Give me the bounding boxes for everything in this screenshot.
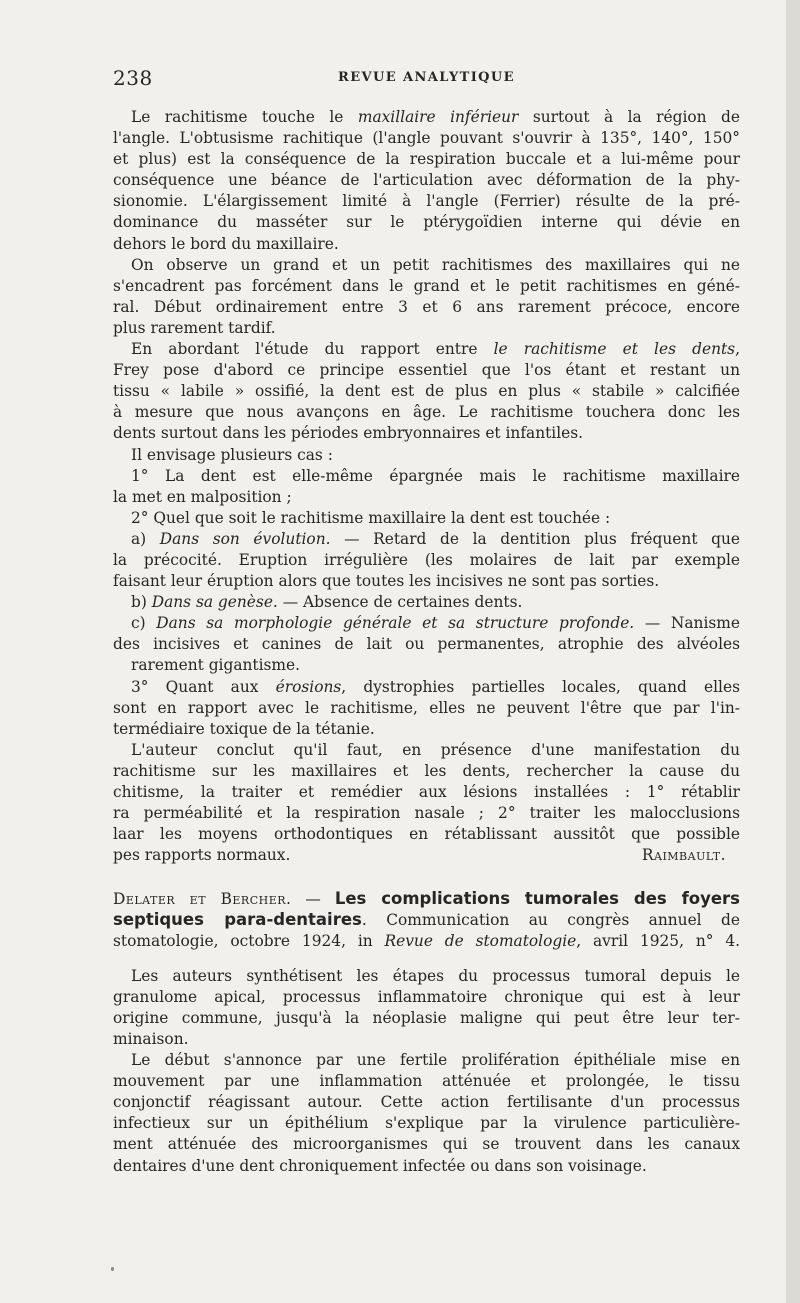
text-line: et plus) est la conséquence de la respiration buccale et a lui-même pour: [113, 150, 740, 169]
text-line: Le début s'annonce par une fertile prolifération épithéliale mise en: [131, 1051, 740, 1070]
text-line: à mesure que nous avançons en âge. Le rachitisme touchera donc les: [113, 403, 740, 422]
text-line: rachitisme sur les maxillaires et les dents, rechercher la cause du: [113, 761, 740, 780]
article-complications-body: [113, 966, 740, 1177]
text-line: conséquence une béance de l'articulation avec déformation de la phy-: [113, 171, 740, 190]
text-line: granulome apical, processus inflammatoire chronique qui est à leur: [113, 987, 740, 1006]
text-line: sont en rapport avec le rachitisme, elles ne peuvent l'être que par l'in-: [113, 698, 740, 717]
journal-name: Revue de stomatologie: [384, 931, 577, 950]
text-line: Frey pose d'abord ce principe essentiel que l'os étant et restant un: [113, 361, 740, 380]
text-line: Le rachitisme touche le maxillaire inférieur surtout à la région de: [131, 108, 740, 126]
text-line: la met en malposition ;: [113, 487, 292, 506]
citation-b: stomatologie, octobre 1924, in: [113, 931, 385, 950]
text-line: 1° La dent est elle-même épargnée mais le rachitisme maxillaire: [131, 466, 740, 485]
text-line: Les auteurs synthétisent les étapes du processus tumoral depuis le: [131, 966, 740, 985]
text-line: 2° Quel que soit le rachitisme maxillaire la dent est touchée :: [131, 508, 611, 527]
body-text: [113, 107, 740, 1177]
text-line: c) Dans sa morphologie générale et sa structure profonde. — Nanisme: [131, 614, 740, 633]
text-line: ment atténuée des microorganismes qui se trouvent dans les canaux: [113, 1135, 740, 1154]
text-line: infectieux sur un épithélium s'explique par la virulence particulière-: [113, 1114, 740, 1133]
text-line: conjonctif réagissant autour. Cette action fertilisante d'un processus: [113, 1093, 740, 1112]
text-line: plus rarement tardif.: [113, 318, 276, 337]
heading-line-1: [113, 888, 740, 909]
heading-line-3: [113, 931, 740, 952]
text-line: s'encadrent pas forcément dans le grand et le petit rachitismes en géné-: [113, 276, 740, 295]
text-line: faisant leur éruption alors que toutes les incisives ne sont pas sorties.: [113, 572, 660, 591]
text-line: On observe un grand et un petit rachitismes des maxillaires qui ne: [131, 255, 740, 274]
text-line: a) Dans son évolution. — Retard de la dentition plus fréquent que: [131, 529, 740, 548]
article-complications-heading: [113, 888, 740, 951]
text-line: minaison.: [113, 1029, 189, 1048]
text-line: tissu « labile » ossifié, la dent est de plus en plus « stabile » calcifiée: [113, 382, 740, 401]
scan-speck: [111, 1267, 114, 1271]
text-line: sionomie. L'élargissement limité à l'angle (Ferrier) résulte de la pré-: [113, 192, 740, 211]
article-title-cont: septiques para-dentaires: [113, 910, 362, 930]
authors: Delater et Bercher.: [113, 890, 292, 909]
text-line: En abordant l'étude du rapport entre le rachitisme et les dents,: [131, 340, 740, 359]
article-rachitisme: [113, 107, 740, 845]
text-line: rarement gigantisme.: [131, 656, 301, 675]
signature-line: [113, 845, 740, 866]
text-line: Il envisage plusieurs cas :: [131, 445, 333, 464]
text-line: 3° Quant aux érosions, dystrophies partielles locales, quand elles: [131, 677, 740, 696]
text-line: L'auteur conclut qu'il faut, en présence d'une manifestation du: [131, 740, 740, 759]
heading-dash: —: [291, 890, 335, 909]
text-line: des incisives et canines de lait ou permanentes, atrophie des alvéoles: [113, 635, 740, 654]
text-line: dentaires d'une dent chroniquement infectée ou dans son voisinage.: [113, 1156, 647, 1175]
signature: Raimbault.: [641, 846, 726, 865]
last-paragraph-line: pes rapports normaux.: [113, 846, 291, 865]
page-header: [113, 66, 740, 92]
text-line: ra perméabilité et la respiration nasale ; 2° traiter les malocclusions: [113, 804, 740, 823]
article-title: Les complications tumorales des foyers: [334, 889, 740, 909]
page-edge: [786, 0, 800, 1303]
text-line: dehors le bord du maxillaire.: [113, 234, 339, 253]
page-number: 238: [113, 66, 153, 90]
text-line: dominance du masséter sur le ptérygoïdien interne qui dévie en: [113, 213, 740, 232]
citation-c: , avril 1925, n° 4.: [576, 931, 740, 950]
citation-a: . Communication au congrès annuel de: [361, 911, 740, 930]
text-line: chitisme, la traiter et remédier aux lésions installées : 1° rétablir: [113, 783, 740, 801]
text-line: ral. Début ordinairement entre 3 et 6 ans rarement précoce, encore: [113, 297, 740, 316]
running-title: REVUE ANALYTIQUE: [338, 70, 515, 85]
text-line: b) Dans sa genèse. — Absence de certaines dents.: [131, 593, 523, 612]
text-line: la précocité. Eruption irrégulière (les molaires de lait par exemple: [113, 550, 740, 569]
text-line: l'angle. L'obtusisme rachitique (l'angle pouvant s'ouvrir à 135°, 140°, 150°: [113, 129, 740, 148]
text-line: termédiaire toxique de la tétanie.: [113, 719, 375, 738]
text-line: laar les moyens orthodontiques en rétablissant aussitôt que possible: [113, 825, 740, 844]
text-line: dents surtout dans les périodes embryonnaires et infantiles.: [113, 424, 584, 443]
text-line: origine commune, jusqu'à la néoplasie maligne qui peut être leur ter-: [113, 1008, 740, 1027]
text-line: mouvement par une inflammation atténuée et prolongée, le tissu: [113, 1072, 740, 1091]
heading-line-2: [113, 909, 740, 930]
